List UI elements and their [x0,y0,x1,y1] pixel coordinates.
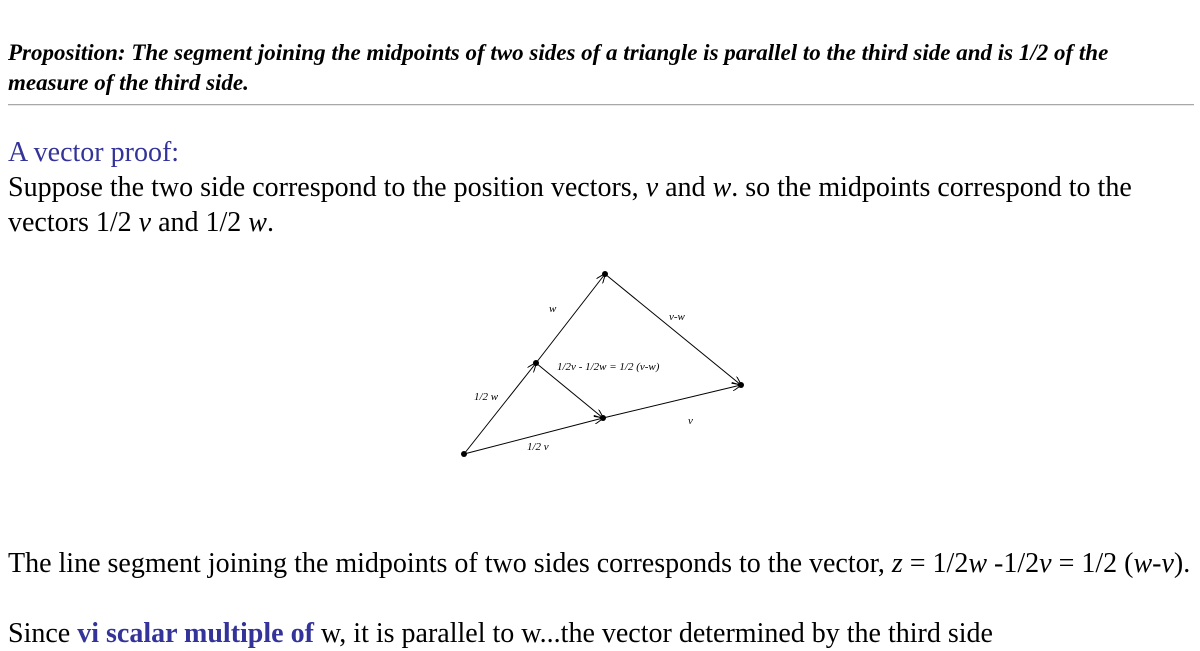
vector-w-lower [464,363,536,454]
origin-point [461,451,467,457]
label-v-minus-w: v-w [669,311,685,323]
endpoint-v [738,382,744,388]
intro-paragraph: Suppose the two side correspond to the position vectors, v and w. so the midpoints correspond to the vectors 1/2 v and 1/2 w. [8,172,1132,238]
vector-triangle-diagram [455,262,755,462]
label-v: v [688,415,693,427]
midpoint-v [600,415,606,421]
label-w: w [549,303,557,315]
label-half-w: 1/2 w [474,391,499,403]
conclusion-paragraph: The line segment joining the midpoints of two sides corresponds to the vector, z = 1/2w -1/2v = 1/2 (w-v). [8,548,1191,579]
endpoint-w [602,271,608,277]
proof-heading: A vector proof: [8,137,180,168]
label-half-v: 1/2 v [527,441,549,453]
horizontal-rule [8,104,1194,106]
cutoff-paragraph: Since vi scalar multiple of w, it is parallel to w...the vector determined by the third side [8,618,993,649]
midpoint-w [533,360,539,366]
proposition-text: Proposition: The segment joining the midpoints of two sides of a triangle is parallel to the third side and is 1/2 of the measure of the third side. [8,40,1109,95]
scalar-multiple-link[interactable]: vi scalar multiple of [77,618,314,649]
label-midsegment: 1/2v - 1/2w = 1/2 (v-w) [557,361,660,373]
vector-v-upper [603,385,741,418]
vector-w-upper [536,274,605,363]
